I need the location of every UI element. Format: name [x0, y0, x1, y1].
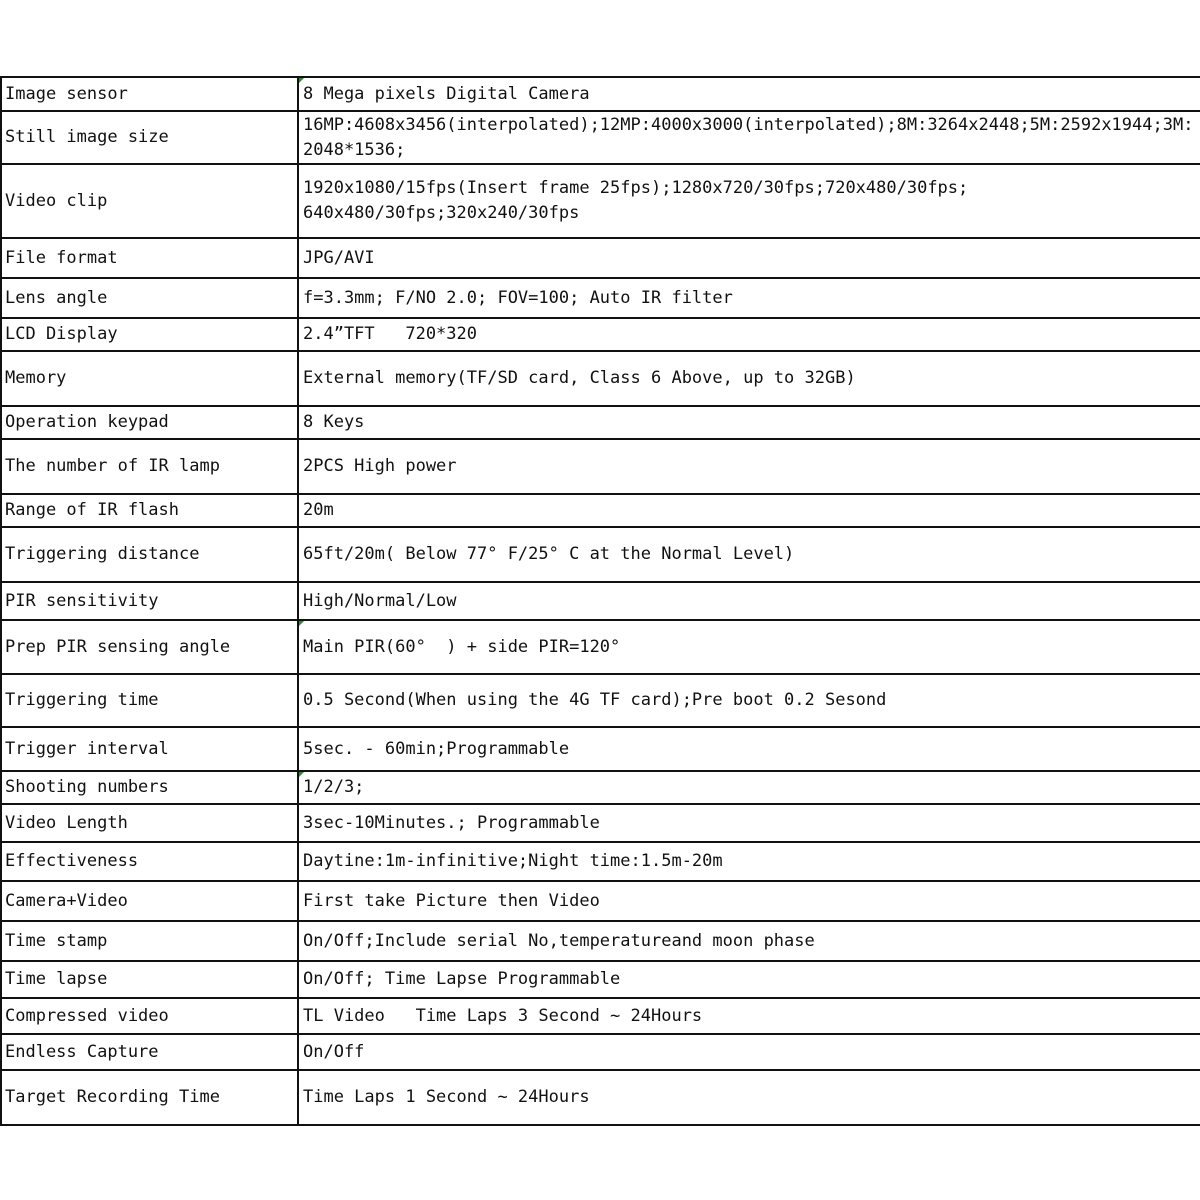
spec-row [1, 527, 1200, 582]
spec-value [298, 278, 1200, 318]
spec-value-text: First take Picture then Video [303, 890, 600, 911]
spec-value [298, 921, 1200, 961]
spec-row [1, 318, 1200, 351]
spec-value [298, 620, 1200, 674]
spec-label: File format [1, 238, 298, 278]
spec-label: PIR sensitivity [1, 582, 298, 620]
spec-value-text: JPG/AVI [303, 247, 375, 268]
spec-label: Triggering distance [1, 527, 298, 582]
spec-value [298, 771, 1200, 804]
spec-value [298, 804, 1200, 842]
spec-value [298, 351, 1200, 406]
spec-value-text: On/Off; Time Lapse Programmable [303, 969, 621, 989]
spec-table-body [1, 77, 1200, 1125]
spec-value-text: 16MP:4608x3456(interpolated);12MP:4000x3000(interpolated);8M:3264x2448;5M:2592x1944;3M:2048*1536; [303, 114, 1194, 160]
spec-row [1, 111, 1200, 164]
spec-label: Compressed video [1, 998, 298, 1034]
spec-value [298, 842, 1200, 881]
spec-value [298, 164, 1200, 238]
spec-value-text: 65ft/20m( Below 77° F/25° C at the Normal Level) [303, 544, 795, 564]
spec-row [1, 494, 1200, 527]
cell-corner-marker [299, 772, 304, 777]
spec-value-text: On/Off;Include serial No,temperatureand moon phase [303, 930, 815, 951]
spec-row [1, 771, 1200, 804]
spec-label: Range of IR flash [1, 494, 298, 527]
spec-row [1, 406, 1200, 439]
spec-value [298, 961, 1200, 998]
spec-value-text: TL Video Time Laps 3 Second ~ 24Hours [303, 1005, 703, 1026]
spec-label: Effectiveness [1, 842, 298, 881]
spec-row [1, 1034, 1200, 1070]
spec-value-text: 2PCS High power [303, 456, 457, 476]
spec-label: Video Length [1, 804, 298, 842]
spec-row [1, 439, 1200, 494]
spec-label: Operation keypad [1, 406, 298, 439]
spec-label: Endless Capture [1, 1034, 298, 1070]
spec-value [298, 727, 1200, 771]
spec-value-text: 2.4”TFT 720*320 [303, 324, 477, 344]
spec-label: Image sensor [1, 77, 298, 111]
spec-label: The number of IR lamp [1, 439, 298, 494]
spec-value [298, 881, 1200, 921]
spec-row [1, 77, 1200, 111]
spec-label: Time lapse [1, 961, 298, 998]
spec-table [0, 76, 1200, 1126]
spec-value-text: 8 Mega pixels Digital Camera [303, 83, 590, 104]
spec-row [1, 582, 1200, 620]
spec-row [1, 921, 1200, 961]
spec-value [298, 582, 1200, 620]
spec-value [298, 674, 1200, 727]
spec-value-text: High/Normal/Low [303, 590, 457, 611]
spec-label: Lens angle [1, 278, 298, 318]
spec-value-text: 0.5 Second(When using the 4G TF card);Pre boot 0.2 Sesond [303, 690, 887, 710]
spec-label: Time stamp [1, 921, 298, 961]
spec-row [1, 278, 1200, 318]
spec-row [1, 1070, 1200, 1125]
spec-row [1, 842, 1200, 881]
spec-value [298, 111, 1200, 164]
spec-value [298, 527, 1200, 582]
spec-value-text: 3sec-10Minutes.; Programmable [303, 812, 600, 833]
spec-value [298, 494, 1200, 527]
spec-value-text: 5sec. - 60min;Programmable [303, 738, 570, 759]
spec-row [1, 351, 1200, 406]
spec-row [1, 727, 1200, 771]
spec-row [1, 998, 1200, 1034]
spec-value [298, 1034, 1200, 1070]
spec-row [1, 961, 1200, 998]
spec-row [1, 674, 1200, 727]
spec-label: Prep PIR sensing angle [1, 620, 298, 674]
spec-label: Target Recording Time [1, 1070, 298, 1125]
spec-row [1, 238, 1200, 278]
spec-label: Camera+Video [1, 881, 298, 921]
spec-value [298, 406, 1200, 439]
spec-label: Shooting numbers [1, 771, 298, 804]
spec-value-text: f=3.3mm; F/NO 2.0; FOV=100; Auto IR filter [303, 287, 733, 308]
spec-row [1, 164, 1200, 238]
spec-row [1, 804, 1200, 842]
spec-value [298, 998, 1200, 1034]
spec-value-text: 1/2/3; [303, 777, 365, 797]
spec-value-text: External memory(TF/SD card, Class 6 Above, up to 32GB) [303, 368, 856, 388]
cell-corner-marker [299, 78, 304, 83]
cell-corner-marker [299, 621, 304, 626]
spec-value-text: Time Laps 1 Second ~ 24Hours [303, 1087, 590, 1107]
spec-label: Video clip [1, 164, 298, 238]
spec-value-text: 8 Keys [303, 412, 365, 432]
spec-label: Memory [1, 351, 298, 406]
spec-value [298, 318, 1200, 351]
spec-value-text: 1920x1080/15fps(Insert frame 25fps);1280x720/30fps;720x480/30fps; 640x480/30fps;320x240/30fps [303, 178, 969, 223]
spec-row [1, 881, 1200, 921]
spec-row [1, 620, 1200, 674]
spec-value [298, 77, 1200, 111]
spec-label: Trigger interval [1, 727, 298, 771]
spec-value [298, 238, 1200, 278]
spec-label: Triggering time [1, 674, 298, 727]
spec-value-text: Main PIR(60° ) + side PIR=120° [303, 636, 621, 657]
spec-value-text: 20m [303, 500, 334, 520]
spec-value-text: Daytine:1m-infinitive;Night time:1.5m-20m [303, 851, 723, 871]
spec-label: Still image size [1, 111, 298, 164]
spec-label: LCD Display [1, 318, 298, 351]
spec-value [298, 439, 1200, 494]
spec-value-text: On/Off [303, 1041, 365, 1062]
spec-value [298, 1070, 1200, 1125]
